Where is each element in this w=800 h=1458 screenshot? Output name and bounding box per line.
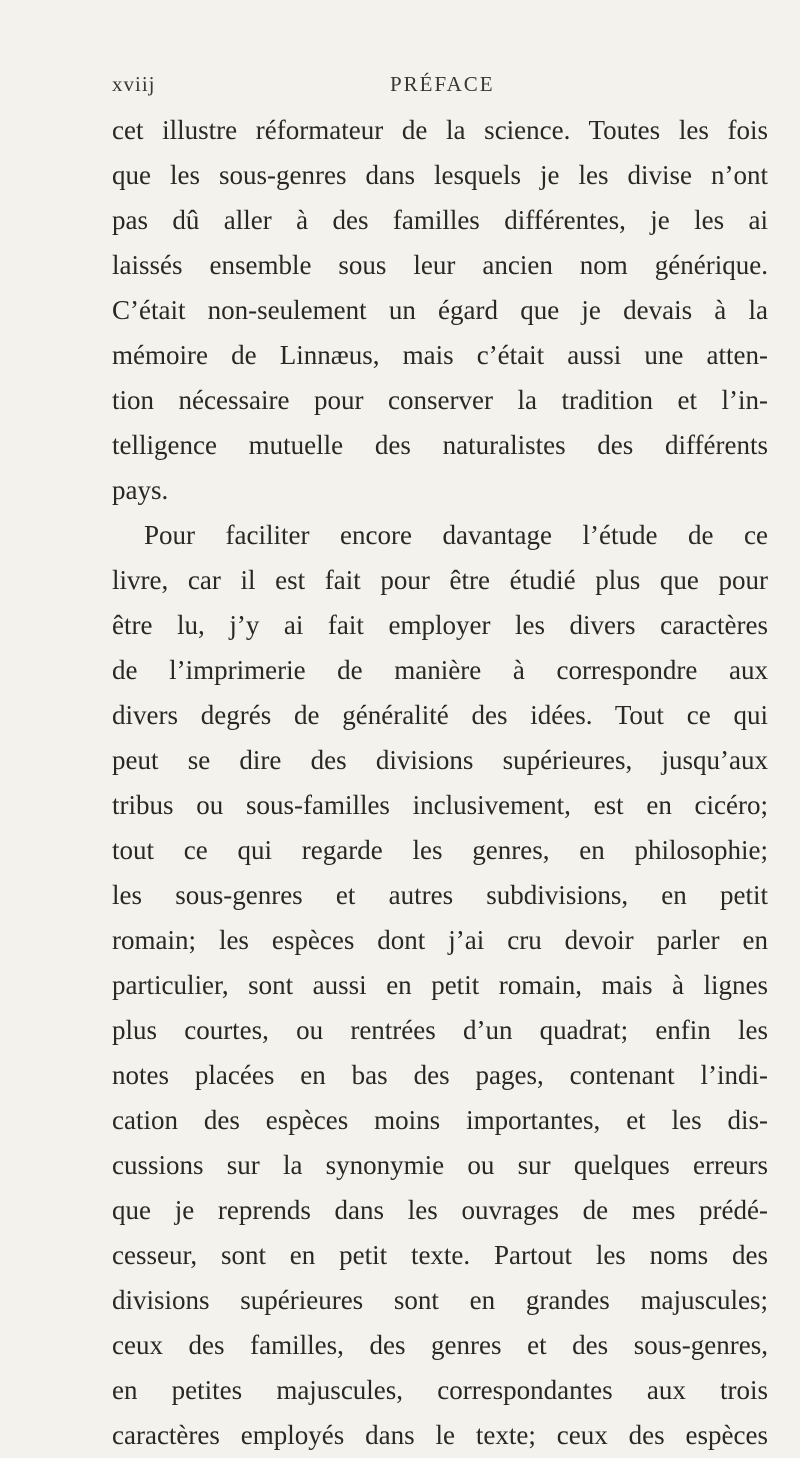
text-line: cesseur, sont en petit texte. Partout les noms des bbox=[112, 1240, 768, 1270]
text-line: tribus ou sous-familles inclusivement, est en cicéro; bbox=[112, 790, 768, 820]
text-line: livre, car il est fait pour être étudié plus que pour bbox=[112, 565, 768, 595]
text-line: cation des espèces moins importantes, et les dis- bbox=[112, 1105, 768, 1135]
text-line: laissés ensemble sous leur ancien nom générique. bbox=[112, 250, 768, 280]
text-line: C’était non-seulement un égard que je devais à la bbox=[112, 295, 768, 325]
text-line: romain; les espèces dont j’ai cru devoir parler en bbox=[112, 925, 768, 955]
text-line: de l’imprimerie de manière à correspondre aux bbox=[112, 655, 768, 685]
text-line: les sous-genres et autres subdivisions, en petit bbox=[112, 880, 768, 910]
text-line: pas dû aller à des familles différentes, je les ai bbox=[112, 205, 768, 235]
text-line: être lu, j’y ai fait employer les divers caractères bbox=[112, 610, 768, 640]
text-line: que les sous-genres dans lesquels je les divise n’ont bbox=[112, 160, 768, 190]
text-line: particulier, sont aussi en petit romain, mais à lignes bbox=[112, 970, 768, 1000]
running-title: PRÉFACE bbox=[390, 72, 495, 96]
text-line: mémoire de Linnæus, mais c’était aussi une atten- bbox=[112, 340, 768, 370]
page-number: xviij bbox=[112, 72, 156, 96]
text-line: caractères employés dans le texte; ceux des espèces bbox=[112, 1420, 768, 1450]
text-line: peut se dire des divisions supérieures, jusqu’aux bbox=[112, 745, 768, 775]
text-line: telligence mutuelle des naturalistes des différents bbox=[112, 430, 768, 460]
text-line: plus courtes, ou rentrées d’un quadrat; enfin les bbox=[112, 1015, 768, 1045]
text-line: tion nécessaire pour conserver la tradition et l’in- bbox=[112, 385, 768, 415]
text-line: que je reprends dans les ouvrages de mes prédé- bbox=[112, 1195, 768, 1225]
text-line: notes placées en bas des pages, contenant l’indi- bbox=[112, 1060, 768, 1090]
text-line: divisions supérieures sont en grandes majuscules; bbox=[112, 1285, 768, 1315]
text-line: tout ce qui regarde les genres, en philosophie; bbox=[112, 835, 768, 865]
body-text bbox=[112, 108, 768, 1458]
text-line: cussions sur la synonymie ou sur quelques erreurs bbox=[112, 1150, 768, 1180]
running-head bbox=[112, 72, 752, 100]
text-line: ceux des familles, des genres et des sous-genres, bbox=[112, 1330, 768, 1360]
text-line: en petites majuscules, correspondantes aux trois bbox=[112, 1375, 768, 1405]
text-line: cet illustre réformateur de la science. Toutes les fois bbox=[112, 115, 768, 145]
paragraph-end-line: pays. bbox=[112, 475, 169, 505]
paragraph-start-line: Pour faciliter encore davantage l’étude de ce bbox=[144, 520, 768, 550]
text-line: divers degrés de généralité des idées. Tout ce qui bbox=[112, 700, 768, 730]
